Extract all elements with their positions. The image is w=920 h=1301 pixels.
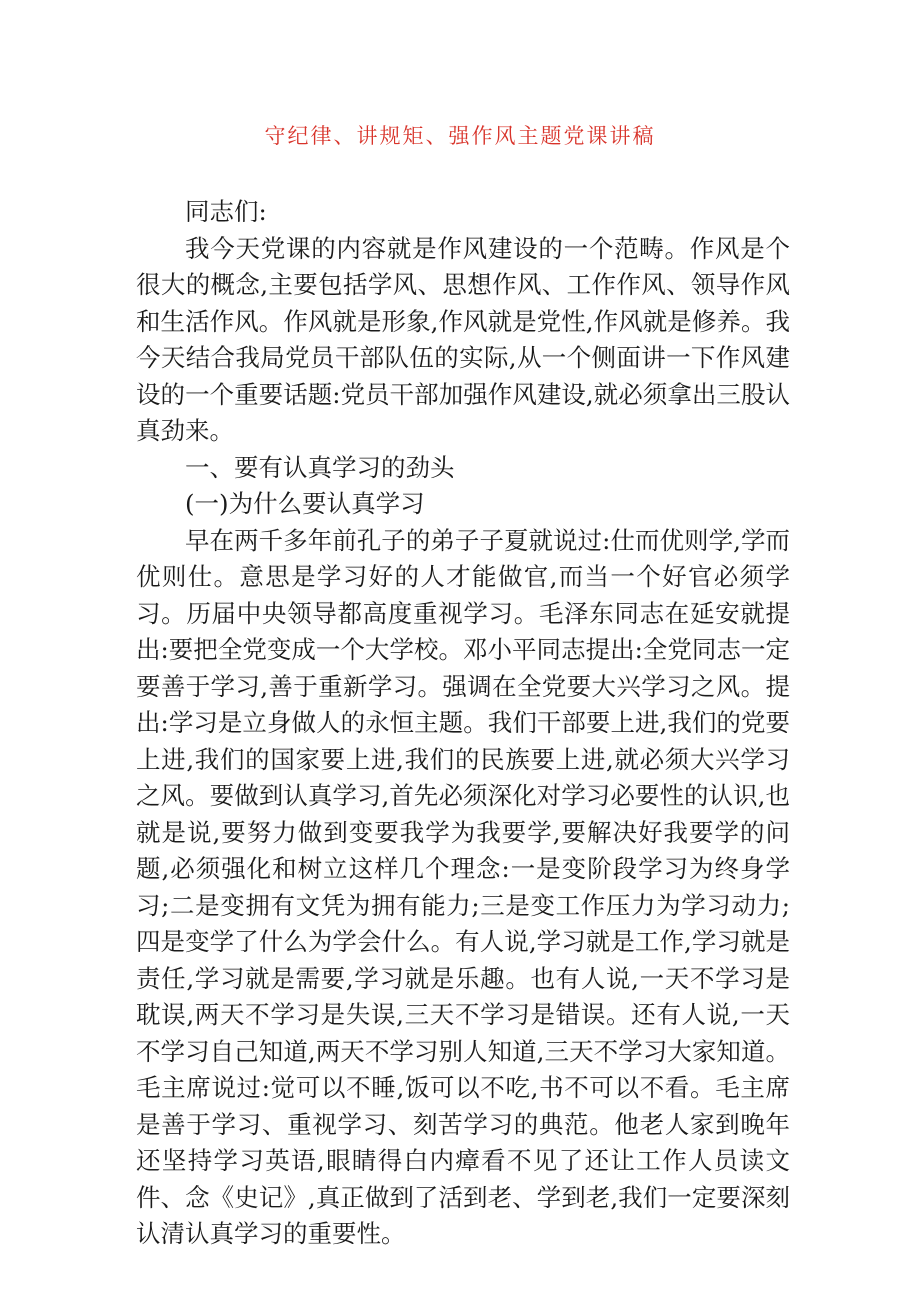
document-title: 守纪律、讲规矩、强作风主题党课讲稿	[264, 124, 656, 148]
intro-paragraph: 我今天党课的内容就是作风建设的一个范畴。作风是个很大的概念,主要包括学风、思想作风、工作作风、领导作风和生活作风。作风就是形象,作风就是党性,作风就是修养。我今天结合我局党员干部队伍的实际,从一个侧面讲一下作风建设的一个重要话题:党员干部加强作风建设,就必须拿出三股认真劲来。	[136, 233, 790, 445]
subsection-heading: (一)为什么要认真学习	[185, 489, 425, 518]
salutation-paragraph: 同志们:	[185, 197, 267, 226]
body-paragraph: 早在两千多年前孔子的弟子子夏就说过:仕而优则学,学而优则仕。意思是学习好的人才能做官,而当一个好官必须学习。历届中央领导都高度重视学习。毛泽东同志在延安就提出:要把全党变成一个大学校。邓小平同志提出:全党同志一定要善于学习,善于重新学习。强调在全党要大兴学习之风。提出:学习是立身做人的永恒主题。我们干部要上进,我们的党要上进,我们的国家要上进,我们的民族要上进,就必须大兴学习之风。要做到认真学习,首先必须深化对学习必要性的认识,也就是说,要努力做到变要我学为我要学,要解决好我要学的问题,必须强化和树立这样几个理念:一是变阶段学习为终身学习;二是变拥有文凭为拥有能力;三是变工作压力为学习动力;四是变学了什么为学会什么。有人说,学习就是工作,学习就是责任,学习就是需要,学习就是乐趣。也有人说,一天不学习是耽误,两天不学习是失误,三天不学习是错误。还有人说,一天不学习自己知道,两天不学习别人知道,三天不学习大家知道。毛主席说过:觉可以不睡,饭可以不吃,书不可以不看。毛主席是善于学习、重视学习、刻苦学习的典范。他老人家到晚年还坚持学习英语,眼睛得白内瘴看不见了还让工作人员读文件、念《史记》,真正做到了活到老、学到老,我们一定要深刻认清认真学习的重要性。	[136, 525, 790, 1248]
section-heading: 一、要有认真学习的劲头	[185, 452, 455, 482]
document-body	[136, 194, 790, 1253]
